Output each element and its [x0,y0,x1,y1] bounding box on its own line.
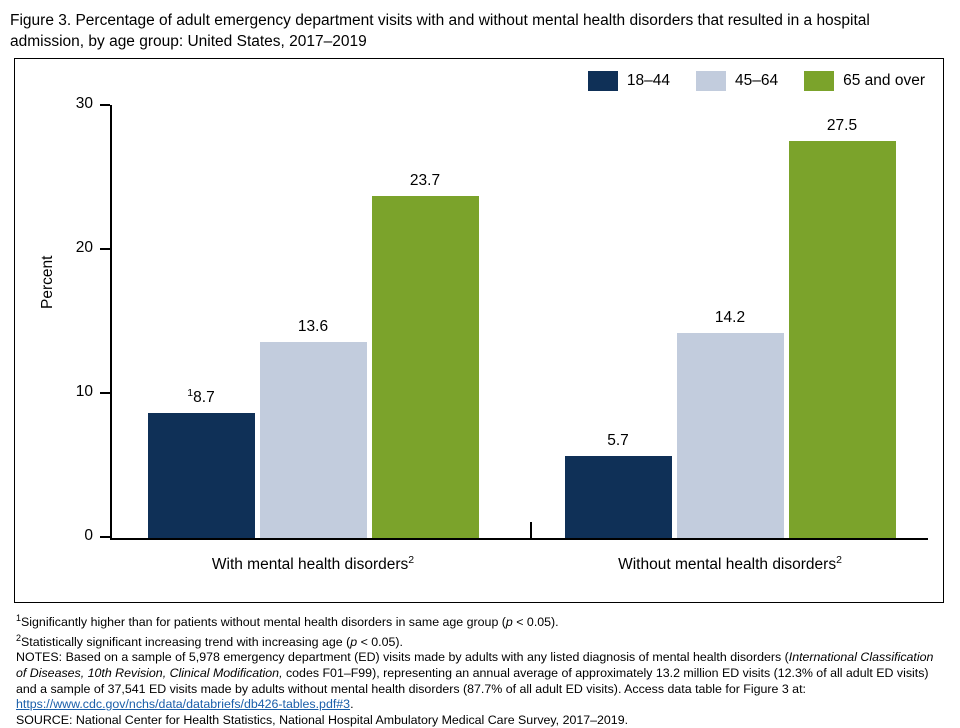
notes-label: NOTES: [16,650,66,665]
x-axis-group-label-with-footnote: 2 [408,553,415,566]
figure-title: Figure 3. Percentage of adult emergency department visits with and without mental health disorders that resulted in a hospital admission, by age group: United States, 2017–2019 [10,12,870,50]
bar-label-text-without-65-over: 27.5 [826,117,858,134]
y-tick-label-20: 20 [75,239,93,256]
legend-item-65-over [804,71,925,91]
data-table-link[interactable]: https://www.cdc.gov/nchs/data/databriefs/db426-tables.pdf#3 [16,697,351,712]
footnote-2-italic: p [350,634,358,649]
y-tick-20 [75,239,110,256]
footnote-1-text-a: Significantly higher than for patients without mental health disorders in same age group ( [21,615,506,630]
bar-with-45-64 [260,342,367,538]
bar-label-text-with-45-64: 13.6 [297,318,329,335]
bar-without-18-44 [565,456,672,538]
legend-item-18-44 [588,71,670,91]
plot-area [75,95,925,573]
footnote-1-italic: p [505,615,513,630]
bar-label-with-65-over [410,172,440,190]
x-axis-group-label-with-text: With mental health disorders [211,556,409,573]
group-separator [530,522,532,538]
footnote-1 [16,611,946,631]
bar-label-text-without-45-64: 14.2 [714,309,746,326]
legend-label-65-over: 65 and over [843,72,925,89]
legend-item-45-64 [696,71,778,91]
x-axis-group-label-without-footnote: 2 [836,553,842,566]
y-tick-10 [75,383,110,400]
y-tick-label-30: 30 [75,95,93,112]
bar-without-65-over [789,141,896,538]
chart-container [14,58,944,603]
bar-label-footnote-with-18-44: 1 [187,386,194,399]
bar-label-text-without-18-44: 5.7 [607,432,629,449]
legend-swatch-45-64 [696,71,726,91]
y-tick-label-10: 10 [75,383,93,400]
source-label: SOURCE: [16,712,76,727]
y-tick-label-0: 0 [84,527,93,544]
notes-text-a: Based on a sample of 5,978 emergency department (ED) visits made by adults with any listed diagnosis of mental health disorders ( [65,650,789,665]
footnote-2 [16,631,946,651]
x-axis-line [110,538,928,540]
chart-legend [588,71,925,91]
bar-with-65-over [372,196,479,538]
x-axis-group-label-without [618,554,842,574]
bar-label-without-18-44 [607,432,629,450]
notes-text-b: codes F01–F99), representing an annual average of approximately 13.2 million ED visits (12.3% of all adult ED visits) and a sample of 37,541 ED visits made by adults without mental health disorders (87.7% of all adult ED visits). Access data table for Figure 3 at: [16,666,929,696]
bar-label-text-with-65-over: 23.7 [409,172,441,189]
source-text: National Center for Health Statistics, National Hospital Ambulatory Medical Care Survey, 2017–2019. [75,712,629,727]
legend-label-45-64: 45–64 [735,72,779,89]
y-axis-line [110,105,112,540]
bar-with-18-44 [148,413,255,538]
x-axis-group-label-without-text: Without mental health disorders [618,556,837,573]
bar-label-text-with-18-44: 8.7 [193,389,215,406]
bar-label-with-18-44 [187,387,214,407]
bar-without-45-64 [677,333,784,538]
bar-label-without-45-64 [715,309,745,327]
x-axis-group-label-with [212,554,414,574]
notes-italic-a: International Classification of Diseases, 10th Revision, Clinical Modification, [16,650,934,681]
notes-link-suffix: . [350,697,354,712]
bar-label-with-45-64 [298,318,328,336]
legend-swatch-18-44 [588,71,618,91]
y-axis-label: Percent [39,255,56,309]
y-tick-30 [75,95,110,112]
footnote-2-text-a: Statistically significant increasing trend with increasing age ( [21,634,351,649]
source-paragraph [16,713,946,728]
footnote-1-marker: 1 [16,613,22,623]
footnote-2-marker: 2 [16,632,22,643]
bar-label-without-65-over [827,117,857,135]
legend-swatch-65-over [804,71,834,91]
notes-paragraph [16,650,946,712]
footnote-2-text-b: < 0.05). [357,634,403,649]
legend-label-18-44: 18–44 [626,72,671,89]
y-tick-0 [84,527,110,544]
footnote-1-text-b: < 0.05). [512,615,559,630]
figure-notes [16,611,946,728]
